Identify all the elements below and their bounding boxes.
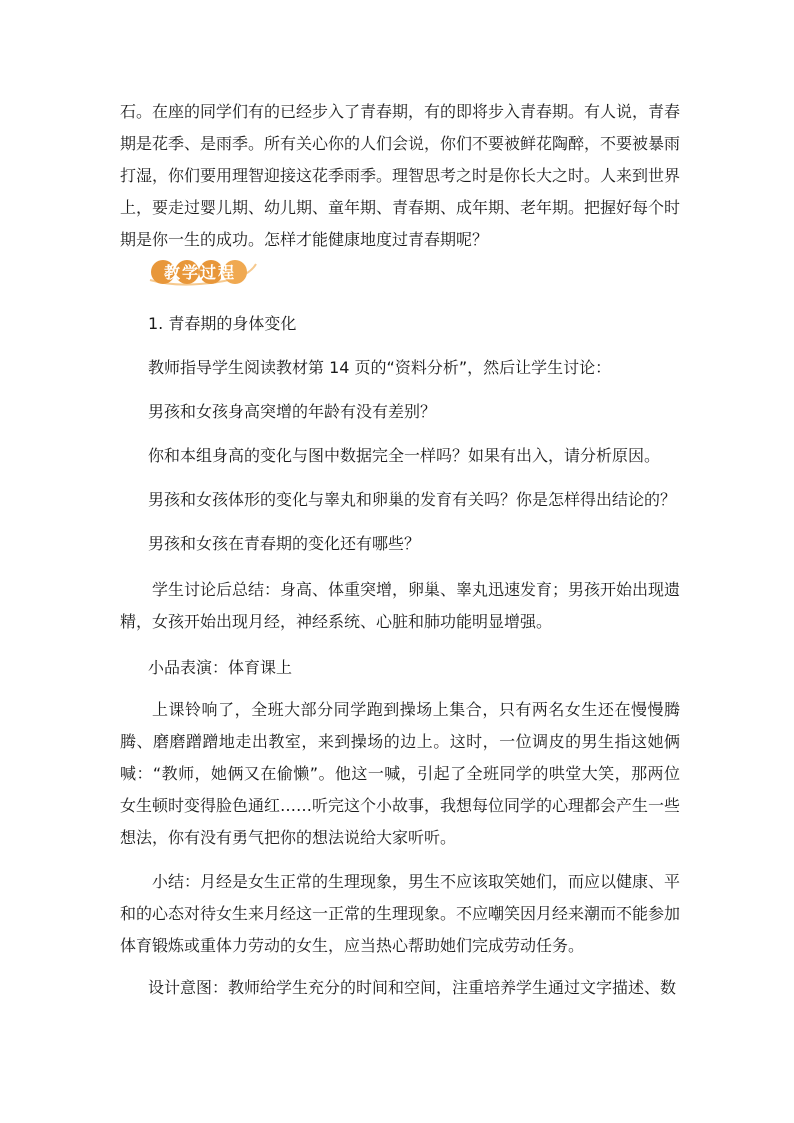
- design-intent-text: 设计意图：教师给学生充分的时间和空间，注重培养学生通过文字描述、数: [148, 978, 677, 997]
- section-heading: 1. 青春期的身体变化: [148, 314, 297, 333]
- question-4: 男孩和女孩在青春期的变化还有哪些？: [148, 534, 421, 553]
- question-2: 你和本组身高的变化与图中数据完全一样吗？如果有出入，请分析原因。: [148, 446, 661, 465]
- intro-paragraph: 石。在座的同学们有的已经步入了青春期，有的即将步入青春期。有人说，青春期是花季、是雨季。所有关心你的人们会说，你们不要被鲜花陶醉，不要被暴雨打湿，你们要用理智迎接这花季雨季。理智思考之时是你长大之时。人来到世界上，要走过婴儿期、幼儿期、童年期、青春期、成年期、老年期。把握好每个时期是你一生的成功。怎样才能健康地度过青春期呢？: [120, 102, 681, 249]
- question-1: 男孩和女孩身高突增的年龄有没有差别？: [148, 402, 437, 421]
- summary-paragraph: 学生讨论后总结：身高、体重突增，卵巢、睾丸迅速发育；男孩开始出现遗精，女孩开始出现月经，神经系统、心脏和肺功能明显增强。: [120, 580, 681, 631]
- instruction-text: 教师指导学生阅读教材第 14 页的“资料分析”，然后让学生讨论：: [148, 358, 612, 377]
- skit-title: 小品表演：体育课上: [148, 658, 293, 677]
- conclusion-paragraph: 小结：月经是女生正常的生理现象，男生不应该取笑她们，而应以健康、平和的心态对待女生来月经这一正常的生理现象。不应嘲笑因月经来潮而不能参加体育锻炼或重体力劳动的女生，应当热心帮助她们完成劳动任务。: [120, 872, 681, 955]
- skit-story-paragraph: 上课铃响了，全班大部分同学跑到操场上集合，只有两名女生还在慢慢腾腾、磨磨蹭蹭地走出教室，来到操场的边上。这时，一位调皮的男生指这她俩喊：“教师，她俩又在偷懒”。他这一喊，引起了全班同学的哄堂大笑，那两位女生顿时变得脸色通红……听完这个小故事，我想每位同学的心理都会产生一些想法，你有没有勇气把你的想法说给大家听听。: [120, 700, 681, 847]
- section-badge-label: 教学过程: [164, 263, 237, 282]
- question-3: 男孩和女孩体形的变化与睾丸和卵巢的发育有关吗？你是怎样得出结论的？: [148, 490, 677, 509]
